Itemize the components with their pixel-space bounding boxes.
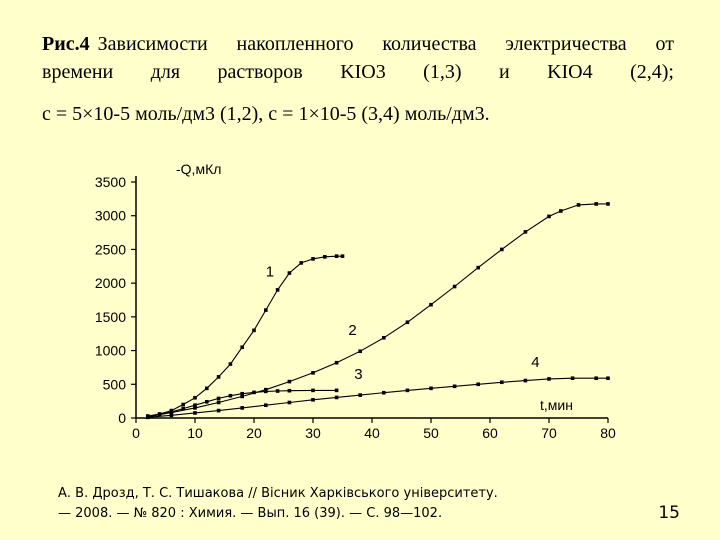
series-point-3 xyxy=(311,389,315,393)
caption-word: количества xyxy=(382,33,477,55)
series-point-1 xyxy=(299,261,303,265)
y-tick-label: 2000 xyxy=(94,275,126,292)
caption-word: растворов xyxy=(217,61,303,83)
series-point-1 xyxy=(335,254,339,258)
x-tick-label: 10 xyxy=(187,425,203,441)
series-point-3 xyxy=(276,389,280,393)
x-tick-label: 20 xyxy=(246,425,262,441)
series-point-4 xyxy=(358,393,362,397)
x-tick-label: 40 xyxy=(364,425,380,441)
series-point-1 xyxy=(229,362,233,366)
x-tick-label: 80 xyxy=(600,425,616,441)
figure-label: Рис.4 xyxy=(42,33,90,55)
series-point-4 xyxy=(476,382,480,386)
series-point-2 xyxy=(453,285,457,289)
series-point-3 xyxy=(193,403,197,407)
x-tick-label: 50 xyxy=(423,425,439,441)
caption-word: (1,3) xyxy=(423,61,462,83)
series-point-3 xyxy=(252,391,256,395)
series-point-4 xyxy=(429,387,433,391)
series-point-2 xyxy=(594,202,598,206)
caption-word: Зависимости xyxy=(97,33,208,55)
x-tick-label: 30 xyxy=(305,425,321,441)
series-point-2 xyxy=(288,380,292,384)
caption-line-2 xyxy=(42,58,674,86)
caption-line-1 xyxy=(42,30,674,58)
y-tick-label: 1500 xyxy=(94,308,126,325)
series-point-2 xyxy=(524,230,528,234)
y-tick-label: 0 xyxy=(118,410,126,426)
series-point-1 xyxy=(217,375,221,379)
series-point-1 xyxy=(205,387,209,391)
caption-word: (2,4); xyxy=(630,61,674,83)
y-axis-label: -Q,мКл xyxy=(176,161,222,177)
series-point-1 xyxy=(323,255,327,259)
caption-word: и xyxy=(498,61,510,83)
series-point-1 xyxy=(311,257,315,261)
series-point-1 xyxy=(288,271,292,275)
figure-caption xyxy=(42,30,674,128)
series-point-2 xyxy=(476,266,480,270)
series-point-4 xyxy=(500,380,504,384)
caption-word: от xyxy=(655,33,674,55)
caption-word: для xyxy=(150,61,181,83)
page-number: 15 xyxy=(658,503,680,523)
series-point-3 xyxy=(335,389,339,393)
y-tick-label: 1000 xyxy=(94,342,126,359)
caption-word: электричества xyxy=(505,33,627,55)
series-point-1 xyxy=(240,345,244,349)
series-point-2 xyxy=(217,401,221,405)
series-point-1 xyxy=(341,254,345,258)
series-point-3 xyxy=(240,392,244,396)
x-tick-label: 70 xyxy=(541,425,557,441)
caption-line-3: c = 5×10-5 моль/дм3 (1,2), c = 1×10-5 (3,4) моль/дм3. xyxy=(42,103,490,125)
citation-line-1: А. В. Дрозд, Т. С. Тишакова // Вісник Харківського університету. xyxy=(58,486,498,501)
series-point-2 xyxy=(559,209,563,213)
caption-word: KIO4 xyxy=(547,61,593,83)
series-line-2 xyxy=(148,204,608,417)
series-point-4 xyxy=(571,376,575,380)
y-tick-label: 500 xyxy=(102,376,126,393)
curve-label-4: 4 xyxy=(531,353,540,371)
series-point-3 xyxy=(288,389,292,393)
series-point-4 xyxy=(594,376,598,380)
series-point-4 xyxy=(217,409,221,413)
y-tick-label: 3500 xyxy=(94,174,126,190)
caption-word: времени xyxy=(42,61,114,83)
series-point-1 xyxy=(264,308,268,312)
series-point-1 xyxy=(276,288,280,292)
chart xyxy=(70,150,630,450)
citation xyxy=(58,484,498,524)
series-point-4 xyxy=(524,379,528,383)
series-point-2 xyxy=(500,248,504,252)
x-axis-label: t,мин xyxy=(540,397,573,413)
series-point-4 xyxy=(146,416,150,420)
series-point-2 xyxy=(547,215,551,219)
caption-word: накопленного xyxy=(236,33,354,55)
curve-label-2: 2 xyxy=(348,322,357,340)
y-tick-label: 2500 xyxy=(94,241,126,258)
series-point-4 xyxy=(335,396,339,400)
series-point-4 xyxy=(406,389,410,393)
x-tick-label: 0 xyxy=(132,425,140,441)
series-point-3 xyxy=(217,397,221,401)
series-point-1 xyxy=(181,403,185,407)
series-point-4 xyxy=(193,411,197,415)
citation-line-2: — 2008. — № 820 : Химия. — Вып. 16 (39). — С. 98—102. xyxy=(58,506,443,521)
series-point-2 xyxy=(406,320,410,324)
y-tick-label: 3000 xyxy=(94,207,126,224)
series-point-3 xyxy=(205,400,209,404)
series-point-2 xyxy=(577,203,581,207)
series-point-2 xyxy=(335,361,339,365)
series-point-1 xyxy=(252,329,256,333)
series-point-4 xyxy=(453,385,457,389)
series-point-4 xyxy=(240,406,244,410)
series-point-4 xyxy=(264,403,268,407)
series-point-4 xyxy=(606,376,610,380)
series-point-2 xyxy=(358,349,362,353)
series-point-4 xyxy=(288,401,292,405)
series-point-2 xyxy=(311,371,315,375)
series-point-3 xyxy=(170,410,174,414)
series-point-4 xyxy=(382,391,386,395)
series-point-3 xyxy=(229,394,233,398)
series-point-4 xyxy=(311,398,315,402)
series-point-4 xyxy=(547,377,551,381)
x-tick-label: 60 xyxy=(482,425,498,441)
series-point-3 xyxy=(264,390,268,394)
series-point-3 xyxy=(181,407,185,411)
series-point-1 xyxy=(193,396,197,400)
series-point-2 xyxy=(606,202,610,206)
series-point-2 xyxy=(429,303,433,307)
caption-word: KIO3 xyxy=(340,61,386,83)
series-point-2 xyxy=(382,336,386,340)
curve-label-3: 3 xyxy=(354,365,363,383)
curve-label-1: 1 xyxy=(265,263,275,281)
series-point-4 xyxy=(170,414,174,418)
